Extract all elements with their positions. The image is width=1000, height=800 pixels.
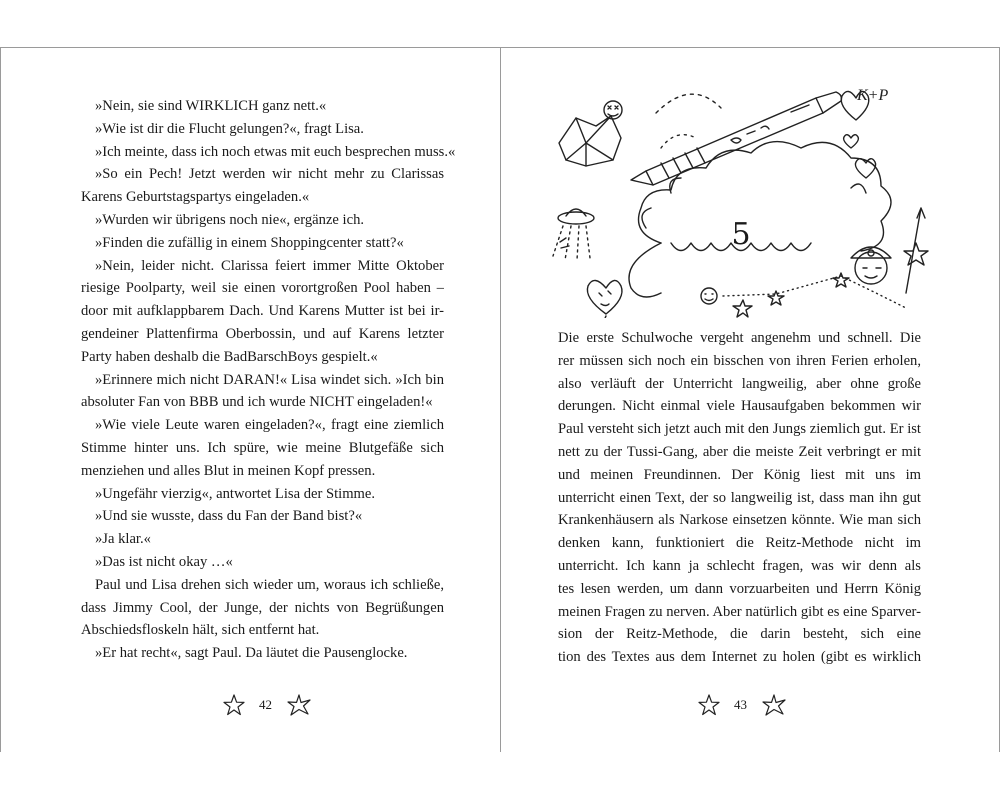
- text-line: rer müssen sich noch ein bisschen von ihren Ferien erholen,: [558, 352, 921, 369]
- text-line: meinen Fragen zu nerven. Aber natürlich gibt es eine Sparver-: [558, 603, 921, 620]
- heart-icon: [587, 280, 622, 314]
- pencil-icon: [631, 92, 841, 185]
- text-line: door mit aufklappbarem Dach. Und Karens Mutter ist bei ir-: [81, 303, 444, 320]
- text-line: dass Jimmy Cool, der Junge, der nichts von Begrüßungen: [81, 599, 444, 616]
- cloud-doodle: [629, 142, 891, 297]
- text-line: Karens Geburtstagspartys eingeladen.«: [81, 189, 310, 206]
- heart-icon: [844, 135, 859, 148]
- text-line: unterricht. Ich kann ja schlecht fragen, was wir denn als: [558, 557, 921, 574]
- text-line: »Wie ist dir die Flucht gelungen?«, fragt Lisa.: [95, 120, 364, 137]
- text-line: »Wurden wir übrigens noch nie«, ergänze ich.: [95, 211, 365, 228]
- text-line: Die erste Schulwoche vergeht angenehm und schnell. Die: [558, 330, 921, 346]
- text-line: denken kann, funktioniert die Reitz-Methode nicht im: [558, 535, 921, 552]
- text-line: »Das ist nicht okay …«: [95, 553, 233, 570]
- star-icon: [698, 694, 720, 716]
- text-line: und meinen Freundinnen. Der König liest mit uns im: [558, 466, 921, 483]
- text-line: also verläuft der Unterricht langweilig, aber ohne große: [558, 375, 921, 392]
- text-line: »Wie viele Leute waren eingeladen?«, fragt eine ziemlich: [95, 417, 444, 434]
- text-line: Krankenhäusern als Narkose einsetzen könnte. Wie man sich: [558, 512, 921, 529]
- text-line: »Ungefähr vierzig«, antwortet Lisa der Stimme.: [95, 485, 376, 502]
- text-line: »So ein Pech! Jetzt werden wir nicht mehr zu Clarissas: [95, 166, 444, 183]
- page-number: 43: [734, 697, 747, 712]
- text-line: »Finden die zufällig in einem Shoppingcenter statt?«: [95, 234, 404, 251]
- chapter-illustration: [551, 68, 931, 318]
- text-line: tion des Textes aus dem Internet zu holen (gibt es wirklich: [558, 649, 921, 666]
- heart-icon: [855, 159, 875, 178]
- text-line: nett zu der Tussi-Gang, aber die meiste Zeit verbringt er mit: [558, 443, 921, 460]
- text-line: tes lesen werden, um dann vorzuarbeiten und Herrn König: [558, 580, 921, 597]
- dashed-arc: [656, 94, 721, 113]
- text-line: unterricht einen Text, der so langweilig ist, dass man ihn gut: [558, 489, 921, 506]
- star-icon: [286, 694, 312, 716]
- text-line: absoluter Fan von BBB und ich wurde NICHT eingeladen!«: [81, 394, 433, 411]
- star-icon: [733, 300, 752, 317]
- right-page: [501, 48, 1000, 752]
- text-line: »Ich meinte, dass ich noch etwas mit euch besprechen muss.«: [95, 143, 456, 160]
- text-line: riesige Poolparty, weil sie einen vorortgroßen Pool haben –: [81, 280, 444, 297]
- smiley-icon: [604, 101, 622, 119]
- crumpled-paper-icon: [559, 116, 621, 166]
- text-line: Stimme hinter uns. Ich spüre, wie meine Blutgefäße sich: [81, 439, 444, 456]
- text-line: menziehen und alles Blut in meinen Kopf pressen.: [81, 462, 376, 479]
- text-line: Paul und Lisa drehen sich wieder um, woraus ich schließe,: [95, 576, 444, 593]
- left-page: [0, 48, 500, 752]
- text-line: derungen. Nicht einmal viele Hausaufgaben bekommen wir: [558, 398, 921, 415]
- page-number: 42: [259, 697, 272, 712]
- star-icon: [223, 694, 245, 716]
- text-line: »Nein, leider nicht. Clarissa feiert immer Mitte Oktober: [95, 257, 444, 274]
- doodle-initials: K+P: [857, 87, 889, 104]
- smiley-icon: [701, 288, 717, 304]
- text-line: »Er hat recht«, sagt Paul. Da läutet die Pausenglocke.: [95, 645, 408, 662]
- chapter-number: 5: [731, 217, 751, 252]
- star-icon: [761, 694, 787, 716]
- book-spread: [0, 47, 1000, 752]
- star-icon: [833, 273, 849, 287]
- star-icon: [768, 291, 784, 305]
- right-page-text: [558, 327, 921, 669]
- ufo-icon: [553, 209, 594, 260]
- text-line: »Ja klar.«: [95, 531, 151, 548]
- text-line: gendeiner Plattenfirma Oberbossin, und auf Karens letzter: [81, 325, 444, 342]
- text-line: sion der Reitz-Methode, die darin besteht, sich eine: [558, 626, 921, 643]
- left-page-text: [81, 95, 456, 665]
- text-line: Abschiedsfloskeln hält, sich entfernt hat.: [81, 622, 320, 639]
- pirate-face-icon: [851, 247, 891, 284]
- text-line: »Erinnere mich nicht DARAN!« Lisa windet sich. »Ich bin: [95, 371, 444, 388]
- right-page-folio: [698, 693, 787, 717]
- text-line: »Und sie wusste, dass du Fan der Band bist?«: [95, 508, 363, 525]
- text-line: »Nein, sie sind WIRKLICH ganz nett.«: [95, 98, 327, 114]
- left-page-folio: [223, 693, 312, 717]
- text-line: Party haben deshalb die BadBarschBoys gespielt.«: [81, 348, 378, 365]
- text-line: Paul versteht sich jetzt auch mit den Jungs ziemlich gut. Er ist: [558, 421, 921, 438]
- star-icon: [904, 243, 928, 265]
